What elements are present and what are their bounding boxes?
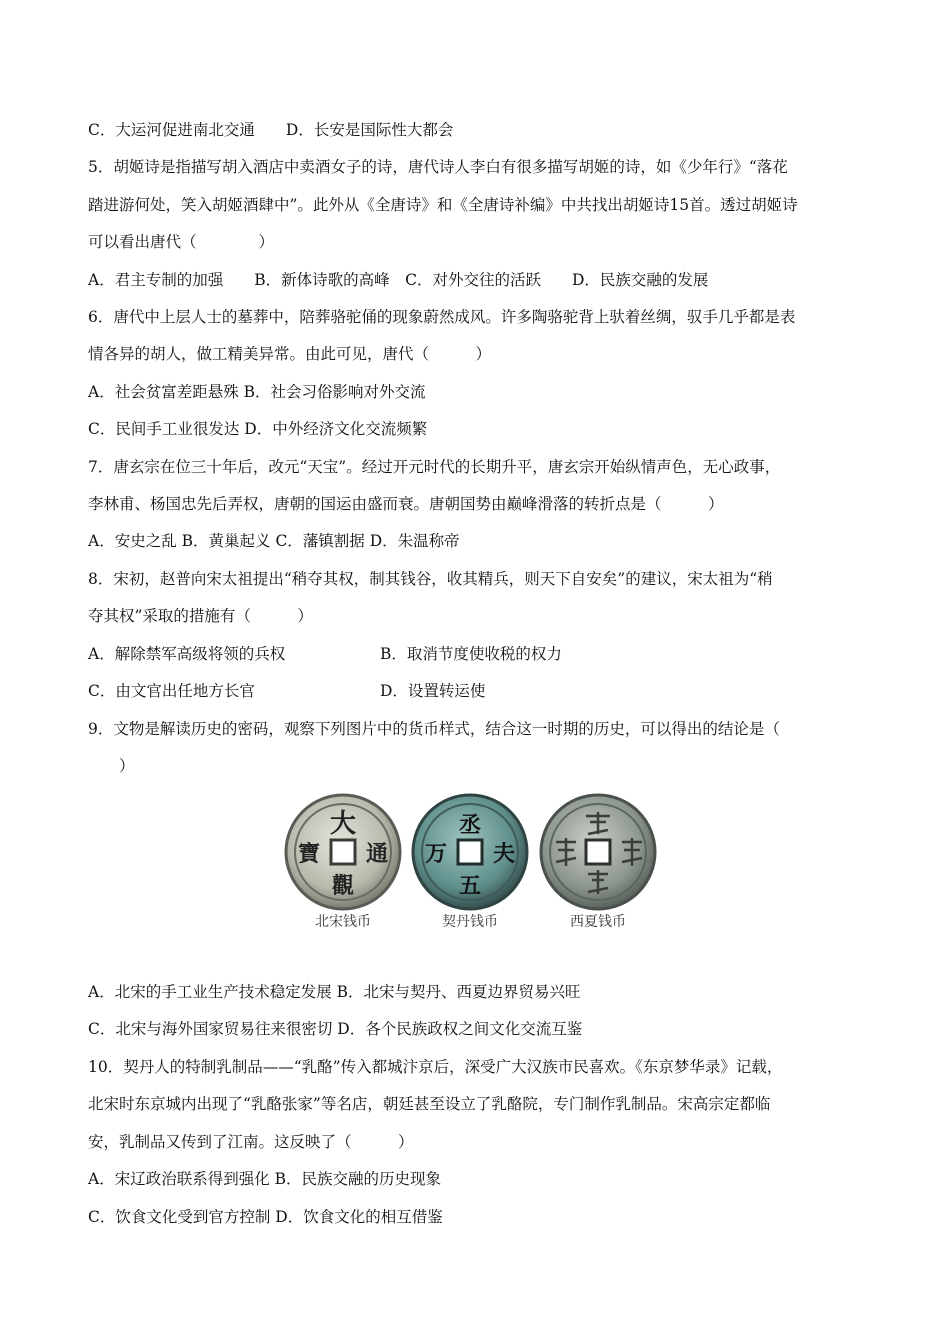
coin-khitan-char-top: 丞	[458, 813, 482, 838]
coin-khitan	[413, 795, 527, 930]
coin-ns-char-top: 大	[329, 809, 357, 839]
coin-figure	[0, 790, 950, 940]
q8-option-c: C．由文官出任地方长官	[88, 682, 255, 700]
q9-stem-line1: 9．文物是解读历史的密码，观察下列图片中的货币样式，结合这一时期的历史，可以得出的结论是（	[88, 720, 780, 738]
q4-option-d: D．长安是国际性大都会	[285, 121, 454, 139]
coin-khitan-char-right: 夫	[492, 842, 516, 867]
coin-khitan-char-bottom: 五	[458, 874, 482, 899]
coin-northern-song	[286, 795, 400, 930]
q9-options-cd: C．北宋与海外国家贸易往来很密切 D．各个民族政权之间文化交流互鉴	[88, 1020, 583, 1038]
q10-options-cd: C．饮食文化受到官方控制 D．饮食文化的相互借鉴	[88, 1208, 443, 1226]
q6-stem-line1: 6．唐代中上层人士的墓葬中，陪葬骆驼俑的现象蔚然成风。许多陶骆驼背上驮着丝绸，驭手几乎都是表	[88, 308, 796, 326]
q10-stem-line3: 安，乳制品又传到了江南。这反映了（ ）	[88, 1133, 414, 1151]
q9-options-ab: A．北宋的手工业生产技术稳定发展 B．北宋与契丹、西夏边界贸易兴旺	[88, 983, 581, 1001]
q4-option-c: C．大运河促进南北交通	[88, 121, 255, 139]
coin-label-western-xia: 西夏钱币	[570, 914, 626, 930]
q10-stem-line2: 北宋时东京城内出现了“乳酪张家”等名店，朝廷甚至设立了乳酪院，专门制作乳制品。宋高宗定都临	[88, 1095, 771, 1113]
q8-option-d: D．设置转运使	[380, 682, 486, 700]
q7-options: A．安史之乱 B．黄巢起义 C．藩镇割据 D．朱温称帝	[88, 532, 460, 550]
q7-stem-line2: 李林甫、杨国忠先后弄权，唐朝的国运由盛而衰。唐朝国势由巅峰滑落的转折点是（ ）	[88, 495, 724, 513]
coin-label-northern-song: 北宋钱币	[315, 914, 371, 930]
coin-ns-char-bottom: 觀	[331, 874, 355, 899]
q5-stem-line3: 可以看出唐代（ ）	[88, 233, 275, 251]
q6-stem-line2: 情各异的胡人，做工精美异常。由此可见，唐代（ ）	[88, 345, 492, 363]
q8-option-b: B．取消节度使收税的权力	[380, 645, 562, 663]
coin-western-xia	[541, 795, 655, 930]
coin-ns-char-left: 寶	[297, 842, 321, 867]
q8-stem-line2: 夺其权”采取的措施有（ ）	[88, 607, 313, 625]
q6-options-ab: A．社会贫富差距悬殊 B．社会习俗影响对外交流	[88, 383, 426, 401]
q6-options-cd: C．民间手工业很发达 D．中外经济文化交流频繁	[88, 420, 428, 438]
q5-options: A．君主专制的加强 B．新体诗歌的高峰 C．对外交往的活跃 D．民族交融的发展	[88, 271, 709, 289]
coin-label-khitan: 契丹钱币	[442, 914, 498, 930]
q10-options-ab: A．宋辽政治联系得到强化 B．民族交融的历史现象	[88, 1170, 442, 1188]
coin-khitan-char-left: 万	[424, 842, 448, 867]
q4-options-cd	[88, 120, 453, 140]
q8-stem-line1: 8．宋初，赵普向宋太祖提出“稍夺其权，制其钱谷，收其精兵，则天下自安矣”的建议，宋太祖为“稍	[88, 570, 773, 588]
q5-stem-line2: 踏进游何处，笑入胡姬酒肆中”。此外从《全唐诗》和《全唐诗补编》中共找出胡姬诗15首。透过胡姬诗	[88, 196, 798, 214]
coin-ns-char-right: 通	[365, 842, 389, 867]
q10-stem-line1: 10．契丹人的特制乳制品——“乳酪”传入都城汴京后，深受广大汉族市民喜欢。《东京梦华录》记载，	[88, 1058, 783, 1076]
q9-stem-line2: ）	[88, 757, 135, 775]
q7-stem-line1: 7．唐玄宗在位三十年后，改元“天宝”。经过开元时代的长期升平，唐玄宗开始纵情声色，无心政事，	[88, 458, 781, 476]
q8-option-a: A．解除禁军高级将领的兵权	[88, 645, 286, 663]
q5-stem-line1: 5．胡姬诗是指描写胡入酒店中卖酒女子的诗，唐代诗人李白有很多描写胡姬的诗，如《少年行》“落花	[88, 158, 788, 176]
